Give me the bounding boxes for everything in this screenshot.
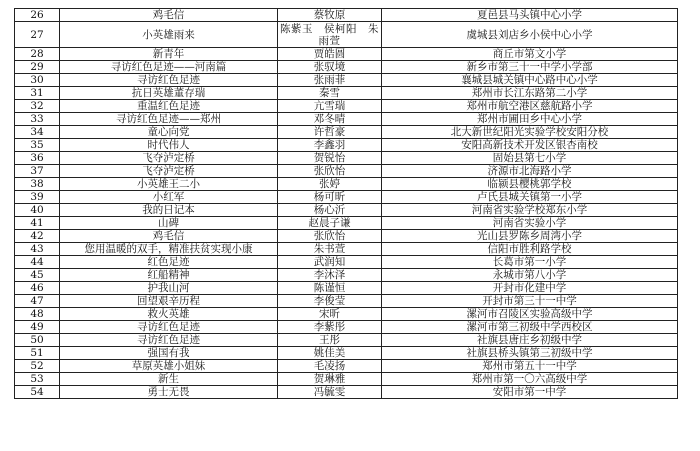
row-number: 54 [15,386,60,399]
author-name: 李俊莹 [278,295,382,308]
table-row [15,217,678,230]
row-number: 34 [15,126,60,139]
table-row [15,113,678,126]
table-row [15,243,678,256]
author-name: 张雨菲 [278,74,382,87]
work-title: 飞夺泸定桥 [60,165,278,178]
row-number: 42 [15,230,60,243]
row-number: 38 [15,178,60,191]
school-name: 郑州市第一〇六高级中学 [382,373,678,386]
work-title: 寻访红色足迹——郑州 [60,113,278,126]
work-title: 回望艰辛历程 [60,295,278,308]
work-title: 我的日记本 [60,204,278,217]
school-name: 信阳市胜利路学校 [382,243,678,256]
author-name: 朱书萱 [278,243,382,256]
work-title: 寻访红色足迹 [60,334,278,347]
author-name: 贾皓圆 [278,48,382,61]
table-row [15,9,678,22]
author-name: 许哲豪 [278,126,382,139]
author-name: 张驭境 [278,61,382,74]
author-name: 邓冬晴 [278,113,382,126]
school-name: 长葛市第一小学 [382,256,678,269]
table-row [15,48,678,61]
author-name: 秦雪 [278,87,382,100]
row-number: 44 [15,256,60,269]
author-name: 王彤 [278,334,382,347]
table-row [15,126,678,139]
table-row [15,87,678,100]
row-number: 49 [15,321,60,334]
school-name: 郑州市圃田乡中心小学 [382,113,678,126]
row-number: 39 [15,191,60,204]
awards-table [14,8,678,399]
work-title: 勇士无畏 [60,386,278,399]
row-number: 36 [15,152,60,165]
table-row [15,347,678,360]
table-row [15,191,678,204]
table-row [15,295,678,308]
author-name: 贺琳雅 [278,373,382,386]
school-name: 漯河市召陵区实验高级中学 [382,308,678,321]
row-number: 27 [15,22,60,48]
table-row [15,256,678,269]
work-title: 童心向党 [60,126,278,139]
author-name: 张欣怡 [278,165,382,178]
author-name: 杨可昕 [278,191,382,204]
work-title: 飞夺泸定桥 [60,152,278,165]
school-name: 济源市北海路小学 [382,165,678,178]
school-name: 临颍县樱桃郭学校 [382,178,678,191]
school-name: 新乡市第三十一中学小学部 [382,61,678,74]
school-name: 郑州市长江东路第二小学 [382,87,678,100]
school-name: 固始县第七小学 [382,152,678,165]
row-number: 26 [15,9,60,22]
table-row [15,165,678,178]
work-title: 寻访红色足迹——河南篇 [60,61,278,74]
work-title: 山碑 [60,217,278,230]
school-name: 襄城县城关镇中心路中心小学 [382,74,678,87]
school-name: 郑州市航空港区慈航路小学 [382,100,678,113]
row-number: 52 [15,360,60,373]
table-row [15,386,678,399]
work-title: 鸡毛信 [60,9,278,22]
school-name: 商丘市第文小学 [382,48,678,61]
work-title: 重温红色足迹 [60,100,278,113]
school-name: 社旗县桥头镇第三初级中学 [382,347,678,360]
school-name: 夏邑县马头镇中心小学 [382,9,678,22]
author-name: 赵晨子谦 [278,217,382,230]
table-row [15,269,678,282]
school-name: 虞城县刘店乡小侯中心小学 [382,22,678,48]
row-number: 41 [15,217,60,230]
table-row [15,152,678,165]
author-name: 陈紫玉 侯柯阳 朱雨萱 [278,22,382,48]
work-title: 鸡毛信 [60,230,278,243]
row-number: 47 [15,295,60,308]
author-name: 冯毓雯 [278,386,382,399]
school-name: 光山县罗陈乡周湾小学 [382,230,678,243]
row-number: 53 [15,373,60,386]
work-title: 新生 [60,373,278,386]
table-row [15,308,678,321]
school-name: 卢氏县城关镇第一小学 [382,191,678,204]
school-name: 河南省实验小学 [382,217,678,230]
work-title: 小英雄雨来 [60,22,278,48]
author-name: 姚佳美 [278,347,382,360]
school-name: 开封市第三十一中学 [382,295,678,308]
row-number: 32 [15,100,60,113]
author-name: 毛凌扬 [278,360,382,373]
table-row [15,373,678,386]
row-number: 28 [15,48,60,61]
row-number: 45 [15,269,60,282]
work-title: 抗日英雄董存瑞 [60,87,278,100]
row-number: 48 [15,308,60,321]
row-number: 30 [15,74,60,87]
row-number: 43 [15,243,60,256]
work-title: 草原英雄小姐妹 [60,360,278,373]
work-title: 红船精神 [60,269,278,282]
table-row [15,230,678,243]
work-title: 强国有我 [60,347,278,360]
work-title: 救火英雄 [60,308,278,321]
row-number: 35 [15,139,60,152]
author-name: 亢雪瑞 [278,100,382,113]
author-name: 李沐泽 [278,269,382,282]
row-number: 51 [15,347,60,360]
row-number: 40 [15,204,60,217]
school-name: 社旗县唐庄乡初级中学 [382,334,678,347]
work-title: 新青年 [60,48,278,61]
work-title: 护我山河 [60,282,278,295]
school-name: 郑州市第五十一中学 [382,360,678,373]
author-name: 李紫彤 [278,321,382,334]
school-name: 开封市化建中学 [382,282,678,295]
school-name: 安阳市第一中学 [382,386,678,399]
table-row [15,139,678,152]
table-row [15,334,678,347]
table-row [15,22,678,48]
table-row [15,204,678,217]
author-name: 宋昕 [278,308,382,321]
school-name: 河南省实验学校郑东小学 [382,204,678,217]
row-number: 46 [15,282,60,295]
row-number: 50 [15,334,60,347]
table-row [15,74,678,87]
author-name: 贺锐怡 [278,152,382,165]
table-row [15,61,678,74]
table-row [15,360,678,373]
awards-table-body [15,9,678,399]
row-number: 31 [15,87,60,100]
author-name: 蔡牧原 [278,9,382,22]
author-name: 陈谨恒 [278,282,382,295]
school-name: 安阳高新技术开发区银杏南校 [382,139,678,152]
author-name: 杨心沂 [278,204,382,217]
table-row [15,178,678,191]
work-title: 红色足迹 [60,256,278,269]
school-name: 永城市第八小学 [382,269,678,282]
school-name: 漯河市第三初级中学西校区 [382,321,678,334]
work-title: 您用温暖的双手，精准扶贫实现小康 [60,243,278,256]
work-title: 时代伟人 [60,139,278,152]
author-name: 武润知 [278,256,382,269]
table-row [15,321,678,334]
author-name: 李鑫羽 [278,139,382,152]
work-title: 寻访红色足迹 [60,74,278,87]
row-number: 29 [15,61,60,74]
author-name: 张欣怡 [278,230,382,243]
row-number: 33 [15,113,60,126]
row-number: 37 [15,165,60,178]
work-title: 小红军 [60,191,278,204]
work-title: 寻访红色足迹 [60,321,278,334]
work-title: 小英雄王二小 [60,178,278,191]
school-name: 北大新世纪阳光实验学校安阳分校 [382,126,678,139]
author-name: 张婷 [278,178,382,191]
table-row [15,282,678,295]
table-row [15,100,678,113]
